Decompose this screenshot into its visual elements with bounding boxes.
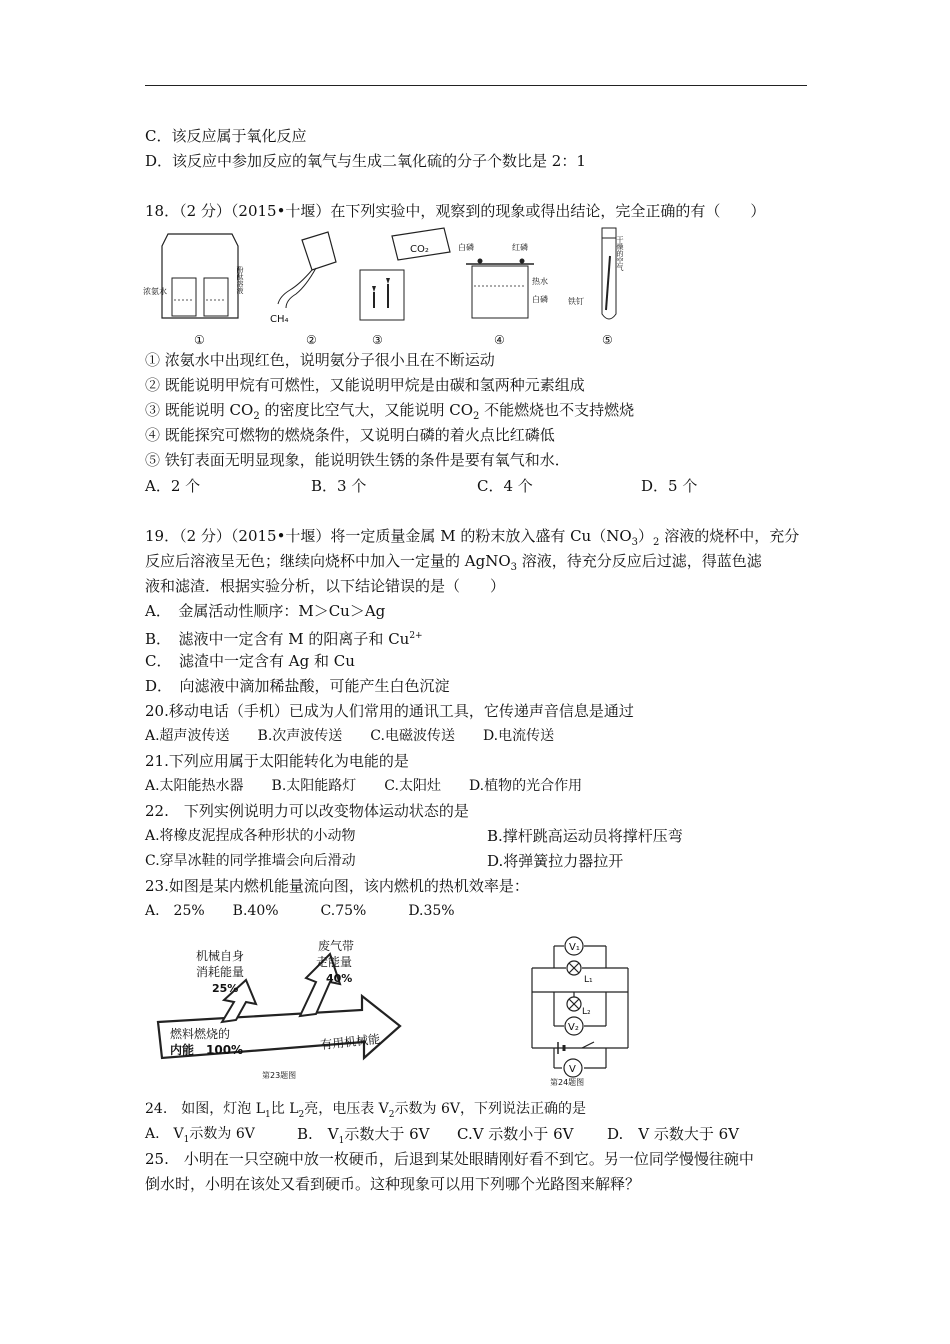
label-dry-air: 干燥的空气: [616, 236, 624, 271]
experiment-5: [568, 228, 624, 347]
q22-option-b: B.撑杆跳高运动员将撑杆压弯: [487, 827, 683, 845]
q18-statement-4: ④ 既能探究可燃物的燃烧条件，又说明白磷的着火点比红磷低: [145, 426, 555, 444]
label-phenolphthalein: 酚酞溶液: [236, 266, 244, 294]
q24-option-d: D. V 示数大于 6V: [607, 1125, 740, 1143]
voltmeter-v2: V₂: [568, 1022, 579, 1033]
q20-options: A.超声波传送 B.次声波传送 C.电磁波传送 D.电流传送: [145, 728, 555, 744]
q18-experiment-figure: [140, 226, 650, 350]
experiment-number-4: ④: [494, 333, 505, 347]
label-mechanical-loss-2: 消耗能量: [196, 965, 245, 979]
q17-option-c: C．该反应属于氧化反应: [145, 127, 307, 145]
q18-option-b: B．3 个: [311, 477, 367, 495]
label-iron-nail: 铁钉: [568, 297, 584, 306]
q25-stem-line-1: 25. 小明在一只空碗中放一枚硬币，后退到某处眼睛刚好看不到它。另一位同学慢慢往碗中: [145, 1150, 754, 1168]
lamp-l1-label: L₁: [584, 975, 593, 985]
q22-stem: 22. 下列实例说明力可以改变物体运动状态的是: [145, 802, 469, 820]
q21-stem: 21.下列应用属于太阳能转化为电能的是: [145, 752, 409, 770]
figure-24-caption: 第24题图: [550, 1078, 585, 1087]
header-rule: [145, 85, 807, 86]
q20-stem: 20.移动电话（手机）已成为人们常用的通讯工具，它传递声音信息是通过: [145, 702, 634, 720]
q17-option-d: D．该反应中参加反应的氧气与生成二氧化硫的分子个数比是 2：1: [145, 152, 586, 170]
q18-statement-5: ⑤ 铁钉表面无明显现象，能说明铁生锈的条件是要有氧气和水．: [145, 451, 570, 469]
q24-circuit-figure: [520, 930, 645, 1088]
q23-stem: 23.如图是某内燃机能量流向图，该内燃机的热机效率是：: [145, 877, 529, 895]
voltmeter-v1: V₁: [569, 942, 580, 953]
label-red-phosphorus: 红磷: [512, 243, 528, 252]
q19-stem-line-1: 19．（2 分）（2015•十堰）将一定质量金属 M 的粉末放入盛有 $Cu(NO_3)_2$ 溶液的烧杯中，充分: [145, 527, 800, 548]
q19-option-c: C． 滤渣中一定含有 Ag 和 Cu: [145, 652, 355, 670]
q19-option-a: A． 金属活动性顺序：M＞Cu＞Ag: [145, 602, 386, 620]
label-ch4: CH₄: [270, 314, 289, 325]
q22-option-c: C.穿旱冰鞋的同学推墙会向后滑动: [145, 853, 356, 869]
experiment-3: [360, 228, 450, 347]
experiment-number-2: ②: [306, 333, 317, 347]
label-useful-energy: 有用机械能: [319, 1031, 381, 1053]
label-mechanical-loss-1: 机械自身: [196, 949, 245, 963]
label-fuel-1: 燃料燃烧的: [170, 1027, 231, 1041]
experiment-number-1: ①: [194, 333, 205, 347]
label-exhaust-percent: 40%: [326, 972, 353, 985]
q18-option-a: A．2 个: [145, 477, 201, 495]
label-ammonia: 浓氨水: [143, 287, 167, 296]
experiment-1: [143, 234, 244, 347]
experiment-4: [458, 242, 548, 347]
q25-stem-line-2: 倒水时，小明在该处又看到硬币。这种现象可以用下列哪个光路图来解释？: [145, 1175, 641, 1193]
q19-stem-line-2: 反应后溶液呈无色；继续向烧杯中加入一定量的 AgNO$_3$ 溶液，待充分反应后过滤，得蓝色滤: [145, 552, 762, 573]
experiment-2: [270, 232, 336, 347]
q23-energy-flow-figure: [150, 930, 430, 1090]
lamp-l2-label: L₂: [582, 1007, 591, 1017]
q21-options: A.太阳能热水器 B.太阳能路灯 C.太阳灶 D.植物的光合作用: [145, 778, 583, 794]
experiment-number-5: ⑤: [602, 333, 613, 347]
label-mechanical-loss-percent: 25%: [212, 982, 239, 995]
label-exhaust-2: 走能量: [316, 955, 353, 969]
q18-statement-2: ② 既能说明甲烷有可燃性，又能说明甲烷是由碳和氢两种元素组成: [145, 376, 585, 394]
q19-stem-line-3: 液和滤渣．根据实验分析，以下结论错误的是（ ）: [145, 577, 506, 595]
q24-option-b: B. $V_1$示数大于 6V: [297, 1125, 430, 1146]
q22-option-d: D.将弹簧拉力器拉开: [487, 852, 624, 870]
label-white-phosphorus-water: 白磷: [532, 295, 548, 304]
q24-option-a: A. $V_1$示数为 6V: [145, 1126, 255, 1145]
label-hot-water: 热水: [532, 277, 548, 286]
label-exhaust-1: 废气带: [318, 939, 355, 953]
q18-statement-3: ③ 既能说明 $CO_2$ 的密度比空气大，又能说明 $CO_2$ 不能燃烧也不支持燃烧: [145, 401, 635, 422]
q22-option-a: A.将橡皮泥捏成各种形状的小动物: [145, 828, 356, 844]
q19-option-b: B． 滤液中一定含有 M 的阳离子和 $Cu^{2+}$: [145, 630, 423, 648]
q18-option-c: C．4 个: [477, 477, 533, 495]
figure-23-caption: 第23题图: [262, 1071, 297, 1080]
label-co2: CO₂: [410, 244, 429, 255]
q23-options: A. 25% B.40% C.75% D.35%: [145, 903, 455, 919]
label-fuel-2: 内能 100%: [170, 1043, 244, 1057]
q18-statement-1: ① 浓氨水中出现红色，说明氨分子很小且在不断运动: [145, 351, 495, 369]
experiment-number-3: ③: [372, 333, 383, 347]
q19-option-d: D． 向滤液中滴加稀盐酸，可能产生白色沉淀: [145, 677, 450, 695]
label-white-phosphorus: 白磷: [458, 243, 474, 252]
voltmeter-v: V: [569, 1064, 576, 1075]
q18-stem: 18．（2 分）（2015•十堰）在下列实验中，观察到的现象或得出结论，完全正确的有（ ）: [145, 202, 766, 220]
q24-option-c: C.V 示数小于 6V: [457, 1125, 574, 1143]
q24-stem: 24. 如图，灯泡 $L_1$比 $L_2$亮，电压表 $V_2$示数为 6V，下列说法正确的是: [145, 1101, 586, 1120]
q18-option-d: D．5 个: [641, 477, 698, 495]
